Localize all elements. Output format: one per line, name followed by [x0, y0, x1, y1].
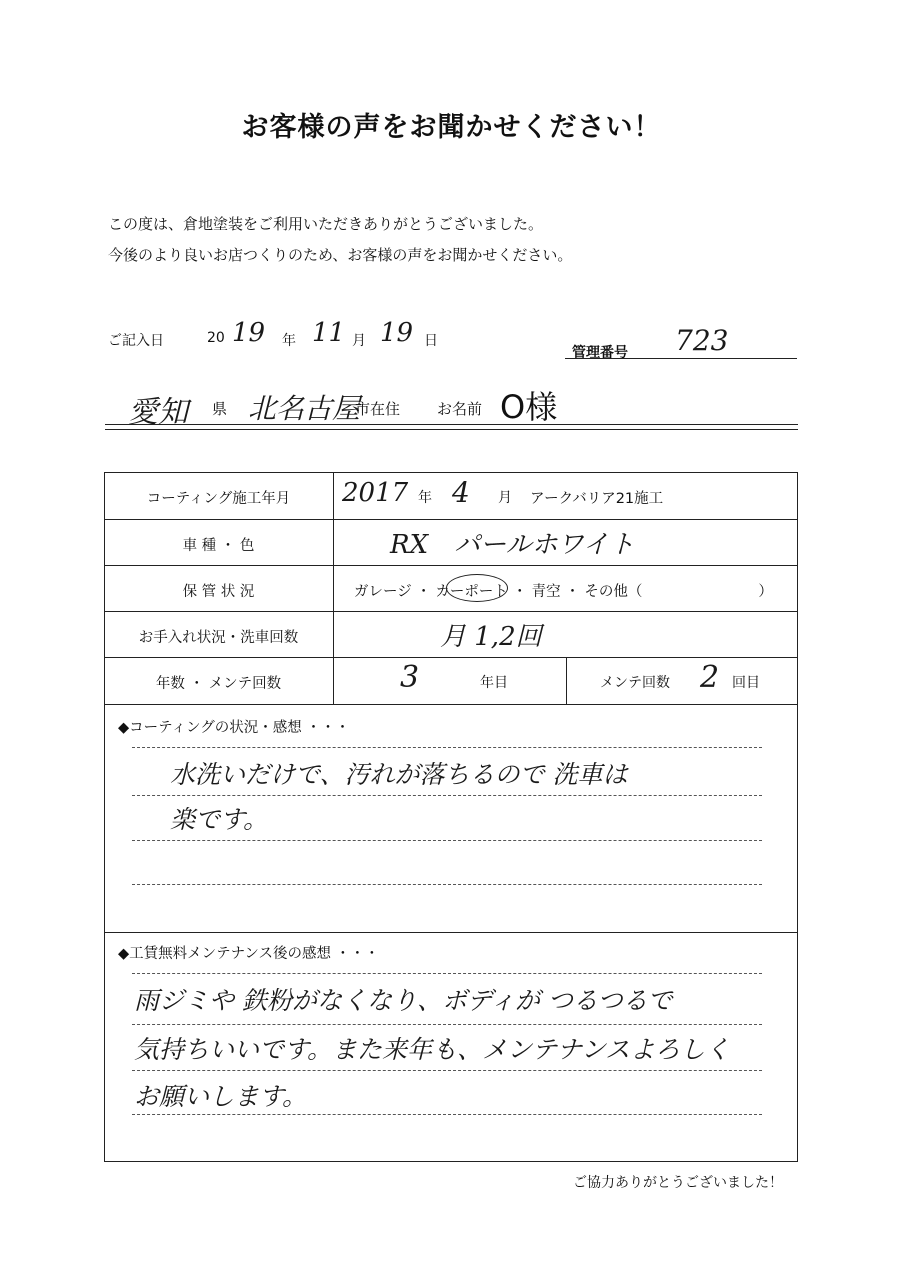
- maintenance-impression-heading: ◆工賃無料メンテナンス後の感想 ・・・: [118, 946, 380, 962]
- coating-product: アークバリア21施工: [530, 491, 664, 507]
- form-title: お客様の声をお聞かせください！: [241, 112, 662, 143]
- city-unit: 市在住: [355, 400, 401, 418]
- table-row-border-5: [104, 704, 798, 705]
- table-row-border-1: [104, 519, 798, 520]
- coating-month-handwritten: 4: [452, 476, 470, 509]
- footer-thanks: ご協力ありがとうございました！: [573, 1175, 783, 1191]
- intro-line-1: この度は、倉地塗装をご利用いただきありがとうございました。: [108, 215, 544, 233]
- table-column-divider: [333, 472, 334, 704]
- prefecture-handwritten: 愛知: [128, 395, 188, 430]
- mgmt-number-label: 管理番号: [572, 345, 628, 361]
- section1-rule-1: [132, 747, 762, 748]
- years-handwritten: 3: [400, 660, 420, 695]
- mente-count-label: メンテ回数: [600, 675, 670, 691]
- years-mente-label: 年数 ・ メンテ回数: [155, 676, 282, 692]
- mente-count-unit: 回目: [732, 675, 760, 691]
- car-model-label: 車 種 ・ 色: [182, 538, 255, 554]
- coating-date-label: コーティング施工年月: [146, 491, 291, 507]
- section2-rule-1: [132, 973, 762, 974]
- mente-count-handwritten: 2: [700, 660, 720, 695]
- table-row-border-3: [104, 611, 798, 612]
- table-row-border-4: [104, 657, 798, 658]
- maintenance-impression-line-3: お願いします。: [134, 1082, 308, 1111]
- prefecture-unit: 県: [212, 400, 228, 418]
- maintenance-impression-line-2: 気持ちいいです。また来年も、メンテナンスよろしく: [134, 1035, 731, 1064]
- intro-line-2: 今後のより良いお店つくりのため、お客様の声をお聞かせください。: [108, 246, 573, 264]
- entry-year-prefix: 20: [207, 330, 225, 346]
- car-model-value: RX パールホワイト: [390, 530, 635, 560]
- storage-options: ガレージ ・ カーポート ・ 青空 ・ その他（ ）: [354, 584, 773, 600]
- coating-impression-heading: ◆コーティングの状況・感想 ・・・: [118, 720, 350, 736]
- table-row-border-2: [104, 565, 798, 566]
- city-handwritten: 北名古屋: [248, 392, 361, 425]
- customer-underline-1: [105, 424, 798, 425]
- entry-day-unit: 日: [424, 333, 438, 349]
- storage-label: 保 管 状 況: [182, 584, 255, 600]
- storage-selected-circle: [446, 574, 508, 602]
- mgmt-number-value: 723: [675, 324, 729, 357]
- entry-date-label: ご記入日: [108, 333, 164, 349]
- mgmt-underline: [565, 358, 797, 359]
- coating-year-unit: 年: [418, 490, 432, 506]
- coating-impression-line-1: 水洗いだけで、汚れが落ちるので 洗車は: [170, 760, 628, 789]
- customer-name: O様: [500, 388, 558, 426]
- section2-rule-2: [132, 1024, 762, 1025]
- table-row-border-6: [104, 932, 798, 933]
- name-label: お名前: [437, 400, 483, 418]
- customer-underline-2: [105, 429, 798, 430]
- years-unit: 年目: [480, 675, 508, 691]
- care-value: 月 1,2回: [440, 622, 542, 652]
- coating-month-unit: 月: [498, 490, 512, 506]
- table-row5-divider: [566, 657, 567, 704]
- entry-month-handwritten: 11: [312, 318, 346, 348]
- care-label: お手入れ状況・洗車回数: [138, 630, 299, 646]
- coating-impression-line-2: 楽です。: [170, 805, 269, 834]
- maintenance-impression-line-1: 雨ジミや 鉄粉がなくなり、ボディが つるつるで: [134, 986, 673, 1015]
- coating-year-handwritten: 2017: [342, 478, 409, 508]
- entry-month-unit: 月: [352, 333, 366, 349]
- section1-rule-4: [132, 884, 762, 885]
- entry-year-handwritten: 19: [232, 318, 266, 348]
- entry-day-handwritten: 19: [380, 318, 414, 348]
- entry-year-unit: 年: [282, 333, 296, 349]
